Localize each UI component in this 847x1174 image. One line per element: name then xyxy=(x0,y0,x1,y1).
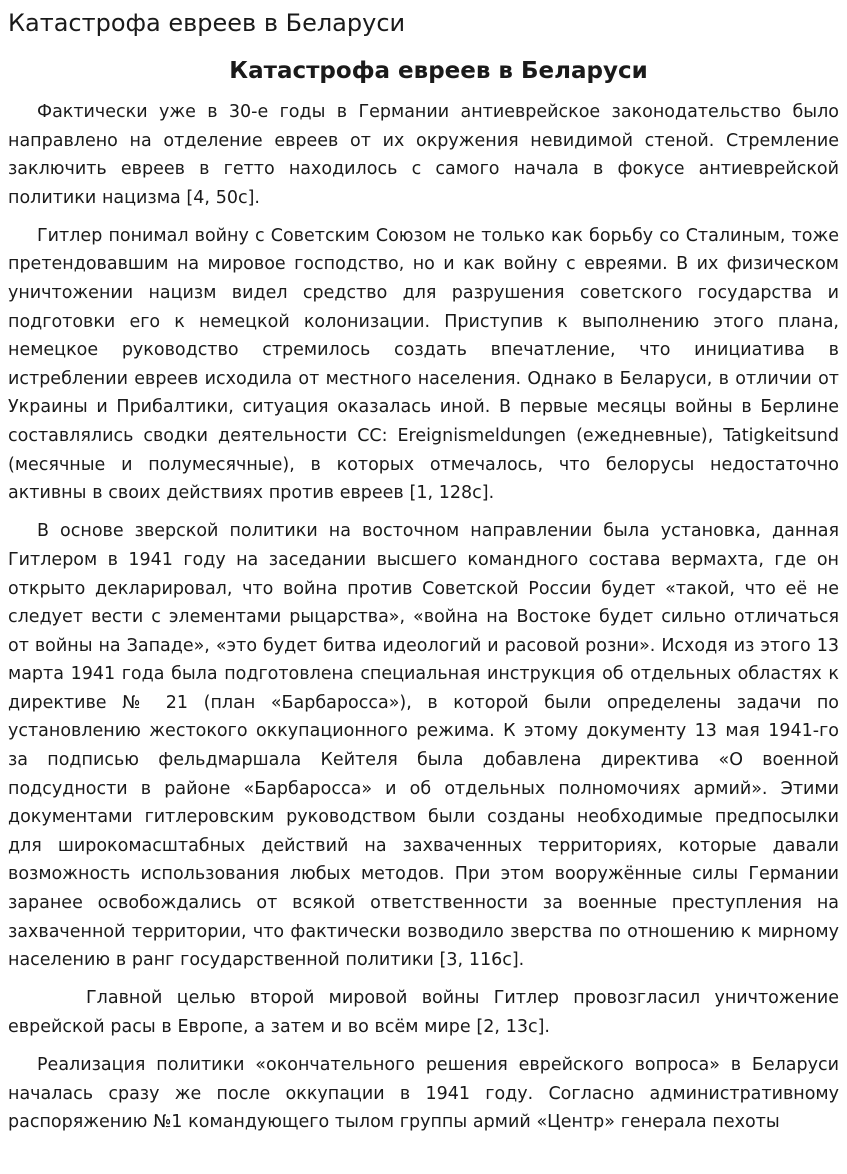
paragraph-1: Фактически уже в 30-е годы в Германии антиеврейское законодательство было направлено на отделение евреев от их окружения невидимой стеной. Стремление заключить евреев в гетто находилось с самого начала в фокусе антиеврейской политики нацизма [4, 50с]. xyxy=(8,102,839,208)
article-heading: Катастрофа евреев в Беларуси xyxy=(229,58,648,84)
paragraph-3: В основе зверской политики на восточном направлении была установка, данная Гитлером в 1941 году на заседании высшего командного состава вермахта, где он открыто декларировал, что война против Советской России будет «такой, что её не следует вести с элементами рыцарства», «война на Востоке будет сильно отличаться от войны на Западе», «это будет битва идеологий и расовой розни». Исходя из этого 13 марта 1941 года была подготовлена специальная инструкция об отдельных областях к директиве № 21 (план «Барбаросса»), в которой были определены задачи по установлению жестокого оккупационного режима. К этому документу 13 мая 1941-го за подписью фельдмаршала Кейтеля была добавлена директива «О военной подсудности в районе «Барбаросса» и об отдельных полномочиях армий». Этими документами гитлеровским руководством были созданы необходимые предпосылки для широкомасштабных действий на захваченных территориях, которые давали возможность использования любых методов. При этом вооружённые силы Германии заранее освобождались от всякой ответственности за военные преступления на захваченной территории, что фактически возводило зверства по отношению к мирному населению в ранг государственной политики [3, 116с]. xyxy=(8,521,839,971)
paragraph-5: Реализация политики «окончательного решения еврейского вопроса» в Беларуси началась сразу же после оккупации в 1941 году. Согласно административному распоряжению №1 командующего тылом группы армий «Центр» генерала пехоты xyxy=(8,1055,839,1133)
paragraph-2: Гитлер понимал войну с Советским Союзом не только как борьбу со Сталиным, тоже претендовавшим на мировое господство, но и как войну с евреями. В их физическом уничтожении нацизм видел средство для разрушения советского государства и подготовки его к немецкой колонизации. Приступив к выполнению этого плана, немецкое руководство стремилось создать впечатление, что инициатива в истреблении евреев исходила от местного населения. Однако в Беларуси, в отличии от Украины и Прибалтики, ситуация оказалась иной. В первые месяцы войны в Берлине составлялись сводки деятельности СС: Ereignismeldungen (ежедневные), Tatigkeitsund (месячные и полумесячные), в которых отмечалось, что белорусы недостаточно активны в своих действиях против евреев [1, 128с]. xyxy=(8,225,839,504)
paragraph-4: Главной целью второй мировой войны Гитлер провозгласил уничтожение еврейской расы в Европе, а затем и во всём мире [2, 13с]. xyxy=(8,988,839,1037)
document-title: Катастрофа евреев в Беларуси xyxy=(8,9,406,37)
